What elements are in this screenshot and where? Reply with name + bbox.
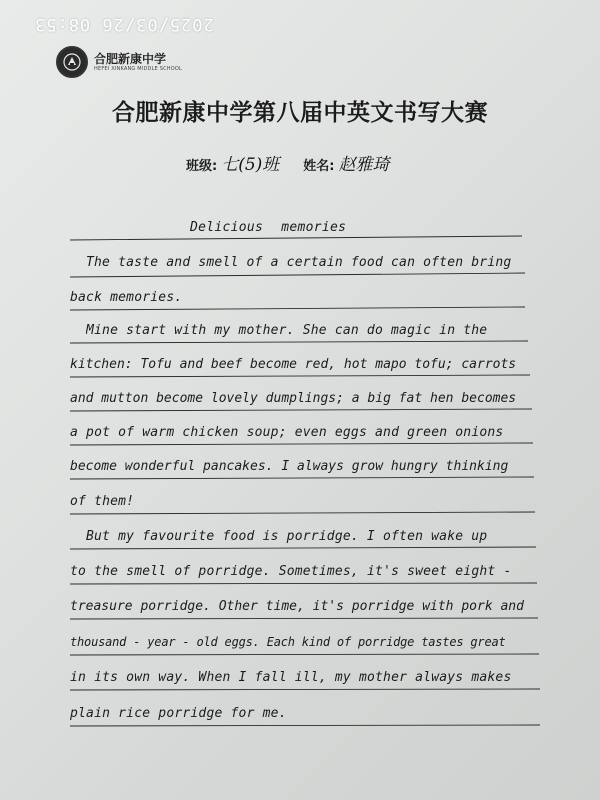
essay-line: become wonderful pancakes. I always grow hungry thinking — [70, 459, 509, 474]
name-value: 赵雅琦 — [338, 155, 390, 175]
essay-line: back memories. — [70, 290, 183, 305]
essay-line: in its own way. When I fall ill, my mother always makes — [70, 670, 512, 685]
essay-line: a pot of warm chicken soup; even eggs and green onions — [70, 425, 504, 440]
essay-line: and mutton become lovely dumplings; a big fat hen becomes — [70, 391, 517, 406]
class-value: 七(5)班 — [221, 155, 280, 175]
ruled-line — [70, 236, 522, 240]
essay-line: kitchen: Tofu and beef become red, hot mapo tofu; carrots — [70, 357, 517, 372]
essay-line: Mine start with my mother. She can do magic in the — [86, 323, 488, 338]
essay-line: plain rice porridge for me. — [70, 706, 287, 721]
essay-title: Delicious memories — [190, 220, 347, 235]
school-name-en: HEFEI XINKANG MIDDLE SCHOOL — [94, 65, 182, 72]
essay-line: to the smell of porridge. Sometimes, it's sweet eight - — [70, 564, 512, 579]
essay-line: thousand - year - old eggs. Each kind of porridge tastes great — [70, 635, 506, 649]
school-name-cn: 合肥新康中学 — [94, 51, 167, 66]
essay-line: treasure porridge. Other time, it's porridge with pork and — [70, 599, 524, 614]
essay-line: The taste and smell of a certain food can often bring — [86, 255, 512, 270]
essay-line: of them! — [70, 494, 135, 509]
class-label: 班级: — [186, 159, 218, 174]
name-label: 姓名: — [303, 159, 335, 174]
contest-title: 合肥新康中学第八届中英文书写大赛 — [112, 100, 488, 126]
timestamp-watermark: 2025/03/26 08:53 — [34, 14, 214, 34]
essay-line: But my favourite food is porridge. I often wake up — [86, 529, 488, 544]
